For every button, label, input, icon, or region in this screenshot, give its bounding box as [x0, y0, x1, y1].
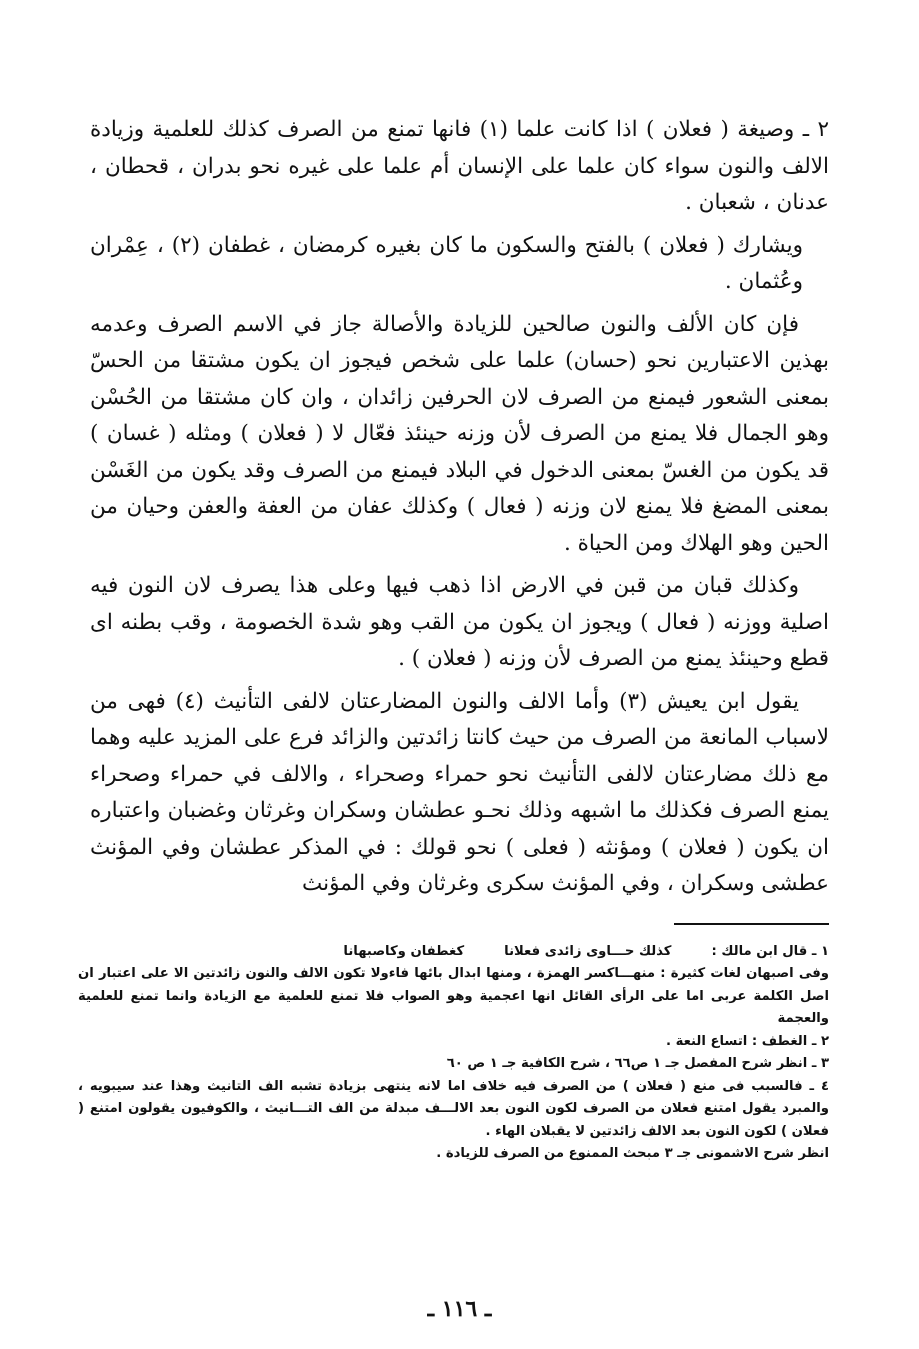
footnote-2: ٢ ـ الغطف : اتساع النعة .	[665, 1033, 829, 1049]
paragraph-5: يقول ابن يعيش (٣) وأما الالف والنون المضارعتان لالفى التأنيث (٤) فهى من لاسباب المانعة من الصرف من حيث كانتا زائدتين والزائد فرع على المزيد عليه وهما مع ذلك مضارعتان لالفى التأنيث نحو حمراء وصحراء ، والالف في حمراء وصحراء يمنع الصرف فكذلك ما اشبهه وذلك نحـو عطشان وسكران وغرثان وغضبان واعتباره ان يكون ( فعلان ) ومؤنثه ( فعلى ) نحو قولك : في المذكر عطشان وفي المؤنث عطشى وسكران ، وفي المؤنث سكرى وغرثان وفي المؤنث	[90, 688, 829, 896]
footnote-1-label: ١ ـ قال ابن مالك :	[711, 943, 829, 959]
paragraph-2: ويشارك ( فعلان ) بالفتح والسكون ما كان بغيره كرمضان ، غطفان (٢) ، عِمْران وعُثمان .	[90, 232, 803, 294]
page-number: ـ ١١٦ ـ	[427, 1296, 492, 1322]
footnote-3: ٣ ـ انظر شرح المفصل جـ ١ ص٦٦ ، شرح الكافية جـ ١ ص ٦٠	[446, 1056, 829, 1071]
footnote-1-header	[78, 941, 829, 964]
paragraph-4: وكذلك قبان من قبن في الارض اذا ذهب فيها وعلى هذا يصرف لان النون فيه اصلية ووزنه ( فعال ) ويجوز ان يكون من القب وهو شدة الخصومة ، وقب بطنه اى قطع وحينئذ يمنع من الصرف لأن وزنه ( فعلان ) .	[90, 573, 829, 671]
footnote-1-verse-a: كذلك حـــاوى زائدى فعلانا	[504, 943, 672, 959]
footnote-1-text: وفى اصبهان لغات كثيرة : منهـــاكسر الهمزة ، ومنها ابدال بائها فاءولا تكون الالف والنون زائدتين الا على اعتبار ان اصل الكلمة عربى اما على الرأى القائل انها اعجمية وهو الصواب فلا تمنع للعلمية مع الزيادة وانما تمنع للعلمية والعجمة	[78, 966, 829, 1026]
footnote-5: انظر شرح الاشمونى جـ ٣ مبحث الممنوع من الصرف للزيادة .	[436, 1146, 829, 1161]
footnote-1-verse-b: كغطفان وكاصبهانا	[343, 943, 465, 959]
footnotes	[78, 941, 829, 1166]
main-text	[90, 112, 829, 903]
paragraph-1: ٢ ـ وصيغة ( فعلان ) اذا كانت علما (١) فانها تمنع من الصرف كذلك للعلمية وزيادة الالف والنون سواء كان علما على الإنسان أم علما على غيره نحو بدران ، قحطان ، عدنان ، شعبان .	[90, 117, 829, 215]
paragraph-3: فإن كان الألف والنون صالحين للزيادة والأصالة جاز في الاسم الصرف وعدمه بهذين الاعتبارين نحو (حسان) علما على شخص فيجوز ان يكون مشتقا من الحسّ بمعنى الشعور فيمنع من الصرف لان الحرفين زائدان ، وان كان مشتقا من الحُسْن وهو الجمال فلا يمنع من الصرف لأن وزنه حينئذ فعّال لا ( فعلان ) ومثله ( غسان ) قد يكون من الغسّ بمعنى الدخول في البلاد فيمنع من الصرف وقد يكون من الغَسْن بمعنى المضغ فلا يمنع لان وزنه ( فعال ) وكذلك عفان من العفة والعفن وحيان من الحين وهو الهلاك ومن الحياة .	[90, 311, 829, 556]
footnote-separator	[674, 923, 829, 925]
footnote-4: ٤ ـ فالسبب فى منع ( فعلان ) من الصرف فيه خلاف اما لانه ينتهى بزيادة تشبه الف التانيث وهذا عند سيبويه ، والمبرد يقول امتنع فعلان من الصرف لكون النون بعد الالـــف مبدلة من الف التـــانيث ، والكوفيون يقولون امتنع ( فعلان ) لكون النون بعد الالف زائدتين لا يقبلان الهاء .	[78, 1078, 829, 1139]
